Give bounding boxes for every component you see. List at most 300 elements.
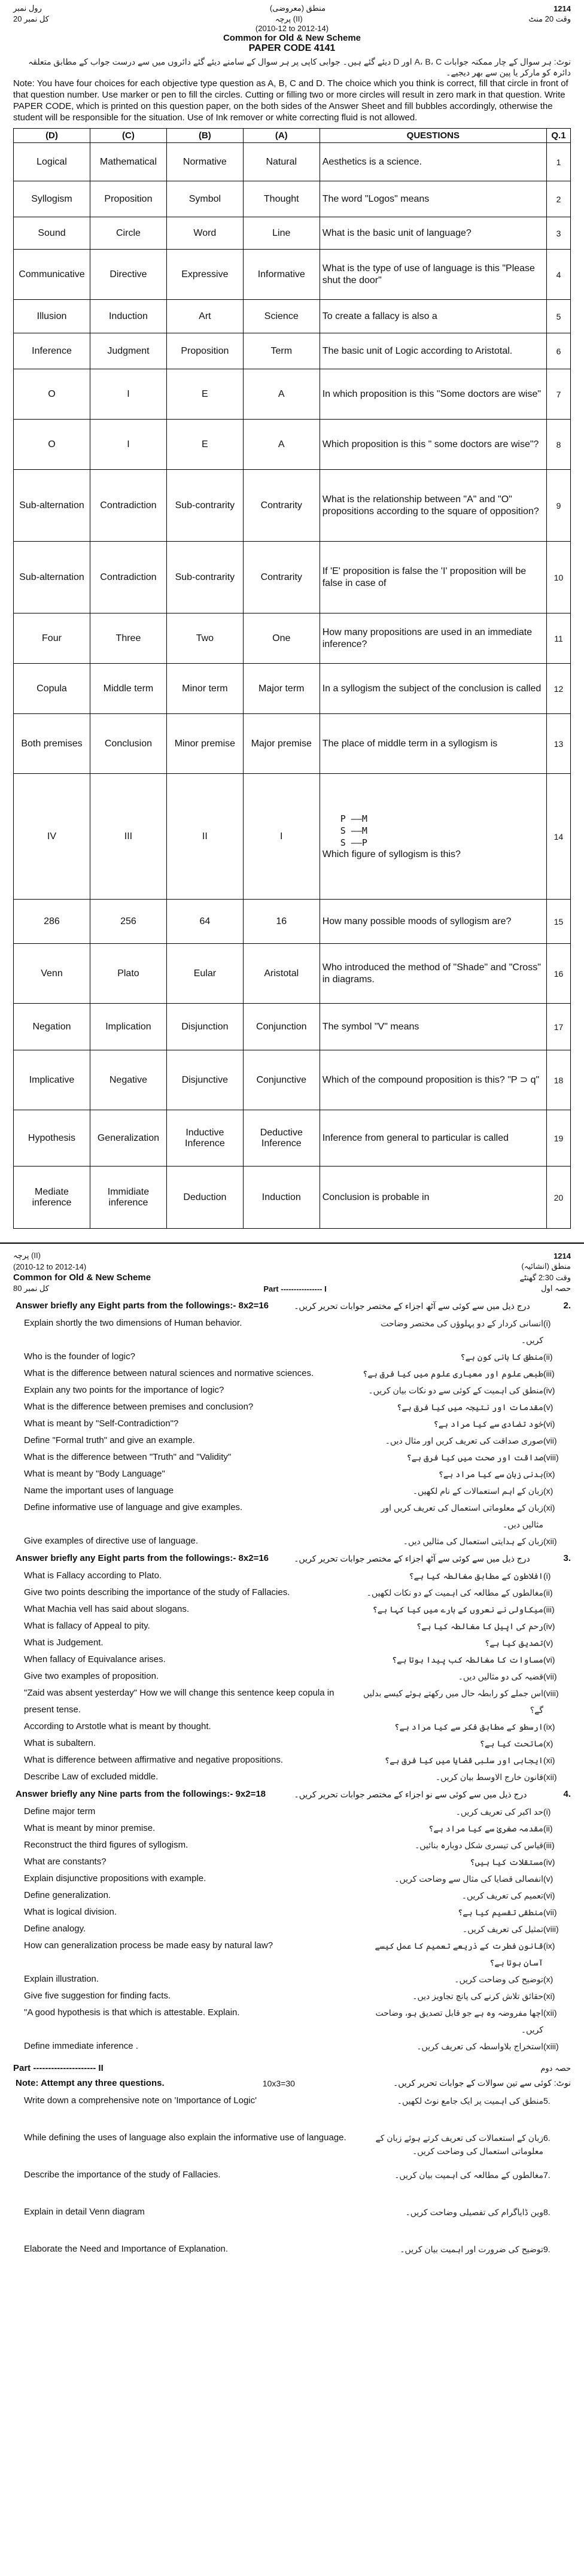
subjective-sheet	[0, 1248, 584, 2576]
question-text: What is the type of use of language is this "Please shut the door"	[322, 263, 535, 285]
question-number: 13	[546, 714, 570, 774]
part-number: (vi)	[543, 1891, 555, 1900]
short-question	[0, 1399, 584, 1415]
roll-number-label: رول نمبر	[13, 4, 42, 13]
mcq-row	[14, 1110, 571, 1167]
option-d: Illusion	[14, 300, 90, 333]
question-text: If 'E' proposition is false the 'I' proposition will be false in case of	[322, 566, 527, 588]
short-question	[0, 1971, 584, 1988]
part-number: (vii)	[543, 1907, 557, 1917]
syllogism-line: P ——M	[340, 813, 367, 824]
long-question-number: 9.	[543, 2244, 550, 2254]
p2-scheme: Common for Old & New Scheme	[13, 1272, 151, 1283]
subject-urdu: منطق (معروضی)	[269, 4, 326, 13]
short-question	[0, 1365, 584, 1382]
section-heading	[0, 1297, 584, 1315]
short-question	[0, 1533, 584, 1550]
syllogism-figure	[323, 813, 544, 849]
short-question	[0, 1415, 584, 1432]
option-a: Major term	[243, 664, 320, 714]
option-d: Sound	[14, 217, 90, 250]
short-question	[0, 1937, 584, 1971]
question-number: 18	[546, 1050, 570, 1110]
mcq-row	[14, 470, 571, 542]
option-c: Immidiate inference	[90, 1167, 166, 1229]
option-c: Implication	[90, 1004, 166, 1050]
long-question	[0, 2243, 584, 2280]
option-d: O	[14, 420, 90, 470]
p2-code-top: 1214	[553, 1251, 571, 1260]
question-urdu: مساوات کا مغالطہ کب پیدا ہوتا ہے؟	[391, 1655, 543, 1664]
question-cell	[320, 333, 546, 369]
short-question	[0, 1382, 584, 1399]
question-urdu: ارسطو کے مطابق فکر سے کیا مراد ہے؟	[394, 1722, 543, 1731]
question-text: The symbol "V" means	[322, 1021, 419, 1032]
question-urdu: منطق کا بانی کون ہے؟	[460, 1352, 543, 1362]
col-header-a: (A)	[243, 129, 320, 143]
question-urdu: قانون خارج الاوسط بیان کریں۔	[435, 1772, 543, 1782]
section-title: Answer briefly any Eight parts from the followings:- 8x2=16	[16, 1553, 269, 1563]
long-question-english: Elaborate the Need and Importance of Explanation.	[24, 2244, 229, 2254]
syllogism-line: S ——M	[340, 825, 367, 836]
p2-session: (2010-12 to 2012-14)	[13, 1262, 87, 1271]
option-b: Minor premise	[166, 714, 243, 774]
question-cell	[320, 774, 546, 900]
question-number: 6	[546, 333, 570, 369]
option-a: Conjunction	[243, 1004, 320, 1050]
question-urdu: خود تضادی سے کیا مراد ہے؟	[433, 1419, 543, 1429]
note-english: Note: You have four choices for each objective type question as A, B, C and D. The choice which you think is correct, fill that circle in front of that question number. Use marker or pen to fill the circles. Cutting or filling two or more circles will result in zero mark in that question. Write PAPER CODE, which is printed on this question paper, on the both sides of the Answer Sheet and fill bubbles accordingly, otherwise the student will be responsible for the situation. Use of Ink remover or white correcting fluid is not allowed.	[13, 78, 568, 123]
question-english: What is the difference between natural sciences and normative sciences.	[24, 1368, 314, 1378]
question-english: What is meant by minor premise.	[24, 1823, 156, 1833]
long-question	[0, 2131, 584, 2168]
option-d: 286	[14, 900, 90, 944]
short-question	[0, 2038, 584, 2055]
short-question	[0, 1432, 584, 1449]
question-urdu: بدنی زبان سے کیا مراد ہے؟	[438, 1469, 543, 1479]
option-a: Thought	[243, 181, 320, 217]
subjective-header-mid	[0, 1260, 584, 1271]
question-english: Who is the founder of logic?	[24, 1351, 135, 1362]
question-english: How can generalization process be made easy by natural law?	[24, 1940, 273, 1951]
part-number: (viii)	[543, 1688, 559, 1698]
long-question-english: While defining the uses of language also explain the informative use of language.	[24, 2133, 346, 2143]
part2-note-row	[0, 2076, 584, 2094]
question-cell	[320, 542, 546, 613]
part-number: (viii)	[543, 1924, 559, 1934]
option-a: A	[243, 420, 320, 470]
short-question	[0, 1803, 584, 1820]
part1-label: Part ---------------- I	[263, 1284, 327, 1293]
short-question	[0, 1870, 584, 1887]
option-d: Sub-alternation	[14, 542, 90, 613]
short-question	[0, 1988, 584, 2004]
question-english: Give two points describing the importance of the study of Fallacies.	[24, 1587, 290, 1597]
question-urdu: افلاطون کے مطابق مغالطہ کیا ہے؟	[409, 1571, 543, 1581]
part-number: (v)	[543, 1402, 553, 1412]
question-cell	[320, 250, 546, 300]
short-question	[0, 1584, 584, 1601]
question-urdu: حد اکبر کی تعریف کریں۔	[455, 1807, 543, 1816]
short-question	[0, 1769, 584, 1785]
question-number: 7	[546, 369, 570, 420]
short-question	[0, 1651, 584, 1668]
option-a: A	[243, 369, 320, 420]
part2-marks: 10x3=30	[262, 2078, 295, 2088]
note-urdu: نوٹ: ہر سوال کے چار ممکنہ جوابات A، B، C اور D دیئے گئے ہیں۔ جوابی کاپی پر ہر سوال کے سامنے دیئے گئے دائروں میں سے درست جواب کے مطابق متعلقہ دائرہ کو مارکر یا پین سے بھر دیجیے۔	[28, 57, 571, 77]
subjective-header-part1	[0, 1283, 584, 1297]
option-a: I	[243, 774, 320, 900]
time-label: وقت 20 منٹ	[528, 14, 571, 23]
short-question	[0, 1601, 584, 1618]
part-number: (iv)	[543, 1386, 555, 1395]
part-number: (xi)	[543, 1991, 555, 2001]
option-a: Conjunctive	[243, 1050, 320, 1110]
question-number: 5	[546, 300, 570, 333]
long-question-english: Describe the importance of the study of Fallacies.	[24, 2170, 221, 2180]
mcq-row	[14, 369, 571, 420]
option-b: Disjunction	[166, 1004, 243, 1050]
question-english: What Machia vell has said about slogans.	[24, 1604, 189, 1614]
section-title: Answer briefly any Eight parts from the followings:- 8x2=16	[16, 1301, 269, 1311]
part2-note-urdu: نوٹ: کوئی سے تین سوالات کے جوابات تحریر کریں۔	[393, 2078, 571, 2088]
question-cell	[320, 300, 546, 333]
part-number: (ii)	[543, 1824, 553, 1833]
short-question	[0, 1618, 584, 1635]
short-question	[0, 1348, 584, 1365]
option-a: Aristotal	[243, 944, 320, 1004]
question-number: 20	[546, 1167, 570, 1229]
short-question	[0, 1635, 584, 1651]
option-c: Directive	[90, 250, 166, 300]
part-number: (xii)	[543, 1536, 557, 1546]
mcq-header-row	[14, 129, 571, 143]
question-urdu: منطقی تقسیم کیا ہے؟	[458, 1907, 543, 1917]
col-header-b: (B)	[166, 129, 243, 143]
option-d: Hypothesis	[14, 1110, 90, 1167]
mcq-row	[14, 944, 571, 1004]
option-a: Contrarity	[243, 542, 320, 613]
part-number: (x)	[543, 1974, 553, 1984]
question-cell	[320, 143, 546, 181]
option-b: Eular	[166, 944, 243, 1004]
question-text: Who introduced the method of "Shade" and "Cross" in diagrams.	[322, 962, 541, 985]
objective-sheet	[0, 0, 584, 1233]
sheet-divider	[0, 1243, 584, 1244]
option-d: Copula	[14, 664, 90, 714]
question-english: What are constants?	[24, 1857, 107, 1867]
option-b: E	[166, 420, 243, 470]
question-number: 19	[546, 1110, 570, 1167]
option-b: Sub-contrarity	[166, 542, 243, 613]
part-number: (v)	[543, 1874, 553, 1884]
question-english: Define major term	[24, 1806, 96, 1816]
long-question-english: Write down a comprehensive note on 'Importance of Logic'	[24, 2095, 257, 2106]
short-question	[0, 1887, 584, 1904]
mcq-row	[14, 217, 571, 250]
short-question	[0, 2004, 584, 2038]
option-d: Both premises	[14, 714, 90, 774]
question-text: The place of middle term in a syllogism is	[322, 738, 498, 749]
option-a: One	[243, 613, 320, 664]
part-number: (xii)	[543, 2008, 557, 2018]
mcq-row	[14, 300, 571, 333]
paper-label: پرچہ (II)	[275, 14, 303, 23]
long-question-urdu: مغالطوں کے مطالعہ کی اہمیت بیان کریں۔	[394, 2170, 543, 2180]
mcq-row	[14, 774, 571, 900]
option-d: Mediate inference	[14, 1167, 90, 1229]
option-a: Term	[243, 333, 320, 369]
question-urdu: قیاس کی تیسری شکل دوبارہ بنائیں۔	[415, 1840, 543, 1850]
option-c: 256	[90, 900, 166, 944]
question-cell	[320, 944, 546, 1004]
long-question-english: Explain in detail Venn diagram	[24, 2207, 145, 2217]
question-urdu: قضیہ کی دو مثالیں دیں۔	[458, 1672, 543, 1681]
question-urdu: انسانی کردار کے دو پہلوؤں کی مختصر وضاحت کریں۔	[381, 1319, 543, 1345]
question-english: Explain any two points for the importance of logic?	[24, 1385, 224, 1395]
question-urdu: ایجابی اور سلبی قضایا میں کیا فرق ہے؟	[384, 1755, 543, 1765]
option-d: Four	[14, 613, 90, 664]
question-english: What is meant by "Self-Contradiction"?	[24, 1418, 179, 1429]
option-c: I	[90, 369, 166, 420]
part1-urdu: حصہ اول	[541, 1284, 571, 1293]
option-a: Major premise	[243, 714, 320, 774]
part-number: (x)	[543, 1486, 553, 1496]
question-urdu: صداقت اور صحت میں کیا فرق ہے؟	[406, 1453, 543, 1462]
option-c: I	[90, 420, 166, 470]
question-cell	[320, 420, 546, 470]
option-b: Inductive Inference	[166, 1110, 243, 1167]
long-questions	[0, 2094, 584, 2280]
option-c: Conclusion	[90, 714, 166, 774]
question-english: When fallacy of Equivalance arises.	[24, 1654, 166, 1664]
question-text: Which proposition is this " some doctors are wise"?	[322, 439, 539, 449]
short-question	[0, 1483, 584, 1499]
option-c: Mathematical	[90, 143, 166, 181]
col-header-d: (D)	[14, 129, 90, 143]
question-urdu: مقدمہ صغریٰ سے کیا مراد ہے؟	[428, 1824, 543, 1833]
section-title-urdu: درج ذیل میں سے کوئی سے آٹھ اجزاء کے مختصر جوابات تحریر کریں۔	[294, 1301, 530, 1311]
part-number: (x)	[543, 1739, 553, 1748]
option-a: Induction	[243, 1167, 320, 1229]
mcq-row	[14, 250, 571, 300]
part-number: (ii)	[543, 1352, 553, 1362]
short-question	[0, 1752, 584, 1769]
question-urdu: حقائق تلاش کرنے کی پانچ تجاویز دیں۔	[412, 1991, 543, 2001]
question-text: The word "Logos" means	[322, 193, 430, 204]
mcq-row	[14, 613, 571, 664]
question-english: "A good hypothesis is that which is attestable. Explain.	[24, 2007, 240, 2018]
long-question-urdu: وین ڈایاگرام کی تفصیلی وضاحت کریں۔	[405, 2207, 543, 2217]
question-number: 9	[546, 470, 570, 542]
part-number: (vi)	[543, 1655, 555, 1664]
question-urdu: استخراج بلاواسطہ کی تعریف کریں۔	[416, 2042, 543, 2051]
question-cell	[320, 1050, 546, 1110]
option-d: IV	[14, 774, 90, 900]
question-english: Name the important uses of language	[24, 1486, 174, 1496]
session-label: (2010-12 to 2012-14)	[255, 24, 329, 33]
question-english: Give five suggestion for finding facts.	[24, 1991, 171, 2001]
question-urdu: اچھا مفروضہ وہ ہے جو قابل تصدیق ہو، وضاحت کریں۔	[375, 2008, 543, 2034]
short-question	[0, 1685, 584, 1718]
question-cell	[320, 181, 546, 217]
section-number: 2.	[563, 1301, 571, 1311]
col-header-questions: QUESTIONS	[320, 129, 546, 143]
question-urdu: میکاولی نے نعروں کے بارے میں کیا کہا ہے؟	[372, 1605, 543, 1614]
option-c: Contradiction	[90, 542, 166, 613]
question-text: What is the basic unit of language?	[322, 227, 472, 238]
mcq-row	[14, 333, 571, 369]
option-c: Proposition	[90, 181, 166, 217]
option-b: E	[166, 369, 243, 420]
question-text: Conclusion is probable in	[322, 1192, 430, 1202]
question-number: 2	[546, 181, 570, 217]
part2-urdu: حصہ دوم	[540, 2063, 571, 2073]
question-english: Describe Law of excluded middle.	[24, 1772, 159, 1782]
question-urdu: ماتحت کیا ہے؟	[479, 1739, 543, 1748]
long-question-number: 8.	[543, 2207, 550, 2217]
long-question	[0, 2206, 584, 2243]
part-number: (i)	[543, 1571, 551, 1581]
part-number: (xi)	[543, 1755, 555, 1765]
long-question-urdu: منطق کی اہمیت پر ایک جامع نوٹ لکھیں۔	[397, 2096, 543, 2106]
paper-code-line: PAPER CODE 4141	[248, 43, 336, 53]
question-english: What is fallacy of Appeal to pity.	[24, 1621, 150, 1631]
question-text: How many propositions are used in an immediate inference?	[322, 627, 533, 649]
mcq-row	[14, 900, 571, 944]
question-urdu: زبان کے ہدایتی استعمال کی مثالیں دیں۔	[403, 1536, 543, 1546]
question-english: Define immediate inference .	[24, 2041, 138, 2051]
paper-code-top: 1214	[553, 4, 571, 13]
question-english: What is meant by "Body Language"	[24, 1469, 165, 1479]
long-question	[0, 2168, 584, 2206]
question-number: 16	[546, 944, 570, 1004]
question-cell	[320, 900, 546, 944]
option-b: Expressive	[166, 250, 243, 300]
section-number: 4.	[563, 1789, 571, 1799]
option-d: Logical	[14, 143, 90, 181]
part-number: (xiii)	[543, 2042, 559, 2051]
p2-marks: کل نمبر 80	[13, 1284, 49, 1293]
short-question-sections	[0, 1297, 584, 2055]
part-number: (xii)	[543, 1772, 557, 1782]
question-english: What is Judgement.	[24, 1638, 104, 1648]
option-d: Sub-alternation	[14, 470, 90, 542]
question-cell	[320, 217, 546, 250]
question-urdu: تعمیم کی تعریف کریں۔	[461, 1891, 543, 1900]
question-cell	[320, 1004, 546, 1050]
mcq-row	[14, 420, 571, 470]
mcq-row	[14, 542, 571, 613]
option-d: Syllogism	[14, 181, 90, 217]
short-question	[0, 1499, 584, 1533]
question-urdu: صوری صداقت کی تعریف کریں اور مثال دیں۔	[385, 1436, 543, 1445]
option-d: Inference	[14, 333, 90, 369]
long-question-urdu: توضیح کی ضرورت اور اہمیت بیان کریں۔	[400, 2244, 543, 2254]
question-english: "Zaid was absent yesterday" How we will change this sentence keep copula in present tense.	[24, 1688, 334, 1715]
section-number: 3.	[563, 1553, 571, 1563]
question-number: 3	[546, 217, 570, 250]
question-english: What is difference between affirmative and negative propositions.	[24, 1755, 284, 1765]
syllogism-line: S ——P	[340, 837, 367, 848]
question-english: Give examples of directive use of language.	[24, 1536, 198, 1546]
part-number: (ix)	[543, 1941, 555, 1951]
part2-note: Note: Attempt any three questions.	[16, 2078, 165, 2088]
part-number: (iii)	[543, 1840, 555, 1850]
option-b: Two	[166, 613, 243, 664]
long-question	[0, 2094, 584, 2131]
option-b: 64	[166, 900, 243, 944]
option-b: Symbol	[166, 181, 243, 217]
question-urdu: تصدیق کیا ہے؟	[484, 1638, 543, 1648]
part-number: (ix)	[543, 1469, 555, 1479]
question-text: Which of the compound proposition is this? "P ⊃ q"	[322, 1074, 540, 1085]
question-urdu: قانون فطرت کے ذریعے تعمیم کا عمل کیسے آسان ہوتا ہے؟	[375, 1941, 543, 1967]
question-urdu: مغالطوں کے مطالعہ کی اہمیت کے دو نکات لکھیں۔	[366, 1588, 543, 1597]
objective-header-mid	[0, 13, 584, 24]
option-b: Sub-contrarity	[166, 470, 243, 542]
question-urdu: تمثیل کی تعریف کریں۔	[463, 1924, 543, 1934]
question-number: 17	[546, 1004, 570, 1050]
question-text: In which proposition is this "Some doctors are wise"	[322, 388, 542, 399]
question-text: In a syllogism the subject of the conclusion is called	[322, 683, 542, 694]
part2-header	[0, 2055, 584, 2076]
question-cell	[320, 470, 546, 542]
mcq-row	[14, 1167, 571, 1229]
question-urdu: انفصالی قضایا کی مثال سے وضاحت کریں۔	[394, 1874, 543, 1884]
subjective-header-top	[0, 1248, 584, 1260]
question-number: 12	[546, 664, 570, 714]
option-d: Venn	[14, 944, 90, 1004]
question-text: Which figure of syllogism is this?	[322, 849, 461, 859]
short-question	[0, 1820, 584, 1837]
question-text: To create a fallacy is also a	[322, 311, 437, 321]
question-number: 11	[546, 613, 570, 664]
option-c: Induction	[90, 300, 166, 333]
option-c: Negative	[90, 1050, 166, 1110]
mcq-table	[13, 128, 571, 1229]
question-english: What is the difference between "Truth" and "Validity"	[24, 1452, 232, 1462]
part-number: (iv)	[543, 1621, 555, 1631]
short-question	[0, 1735, 584, 1752]
question-number: 15	[546, 900, 570, 944]
short-question	[0, 1718, 584, 1735]
question-text: Aesthetics is a science.	[322, 156, 422, 167]
option-a: Deductive Inference	[243, 1110, 320, 1167]
short-question	[0, 1449, 584, 1466]
question-cell	[320, 369, 546, 420]
question-urdu: طبعی علوم اور معیاری علوم میں کیا فرق ہے؟	[363, 1369, 543, 1378]
option-a: Informative	[243, 250, 320, 300]
question-urdu: منطق کی اہمیت کے کوئی سے دو نکات بیان کریں۔	[368, 1386, 543, 1395]
question-number: 14	[546, 774, 570, 900]
short-question	[0, 1904, 584, 1921]
option-c: Plato	[90, 944, 166, 1004]
mcq-row	[14, 1050, 571, 1110]
option-c: Judgment	[90, 333, 166, 369]
question-number: 8	[546, 420, 570, 470]
mcq-row	[14, 143, 571, 181]
objective-header-top	[0, 0, 584, 13]
short-question	[0, 1568, 584, 1584]
option-c: Three	[90, 613, 166, 664]
marks-label: کل نمبر 20	[13, 14, 49, 23]
option-b: Proposition	[166, 333, 243, 369]
option-c: Circle	[90, 217, 166, 250]
section-heading	[0, 1550, 584, 1568]
question-english: What is the difference between premises and conclusion?	[24, 1402, 254, 1412]
question-number: 4	[546, 250, 570, 300]
